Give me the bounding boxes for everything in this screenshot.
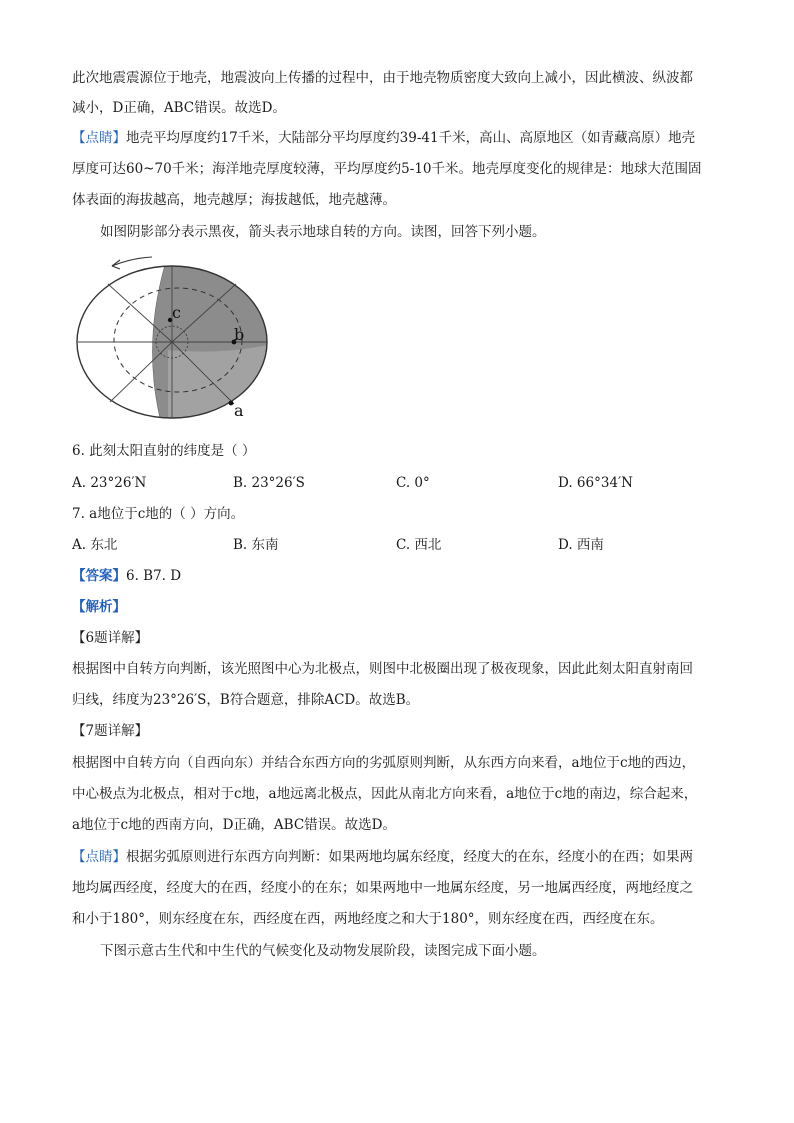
note-tag: 【点睛】 — [72, 849, 126, 865]
q7-option-d[interactable]: D. 西南 — [558, 537, 604, 553]
note-paragraph — [72, 847, 693, 867]
night-shading — [152, 250, 268, 418]
detail-6-heading: 【6题详解】 — [72, 630, 149, 646]
note-text: 根据劣弧原则进行东西方向判断：如果两地均属东经度，经度大的在东，经度小的在西；如果两 — [126, 849, 693, 865]
question-7-stem: 7. a地位于c地的（ ）方向。 — [72, 506, 245, 522]
analysis-line — [72, 597, 126, 617]
question-6-stem: 6. 此刻太阳直射的纬度是（ ） — [72, 443, 256, 459]
paragraph-line: a地位于c地的西南方向，D正确，ABC错误。故选D。 — [72, 817, 397, 833]
point-a — [229, 401, 234, 406]
earth-illumination-figure — [68, 250, 268, 420]
paragraph-line: 根据图中自转方向判断，该光照图中心为北极点，则图中北极圈出现了极夜现象，因此此刻太阳直射南回 — [72, 661, 693, 677]
answer-line — [72, 566, 181, 586]
label-b: b — [234, 325, 245, 344]
note-tag-close: 】 — [112, 130, 126, 146]
answer-tag: 【答案】 — [72, 568, 126, 584]
paragraph-line: 体表面的海拔越高，地壳越厚；海拔越低，地壳越薄。 — [72, 192, 396, 208]
paragraph-line: 和小于180°，则东经度在东，西经度在西，两地经度之和大于180°，则东经度在西，西经度在东。 — [72, 911, 664, 927]
question-stem: 如图阴影部分表示黑夜，箭头表示地球自转的方向。读图，回答下列小题。 — [100, 224, 546, 240]
answer-text: 6. B7. D — [126, 568, 182, 584]
label-c: c — [172, 303, 181, 322]
q7-option-c[interactable]: C. 西北 — [396, 537, 442, 553]
paragraph-line: 归线，纬度为23°26′S，B符合题意，排除ACD。故选B。 — [72, 692, 420, 708]
q7-option-a[interactable]: A. 东北 — [72, 537, 118, 553]
q6-option-d[interactable]: D. 66°34′N — [558, 475, 633, 491]
detail-7-heading: 【7题详解】 — [72, 723, 149, 739]
note-text: 地壳平均厚度约17千米，大陆部分平均厚度约39-41千米，高山、高原地区（如青藏高原）地壳 — [126, 130, 696, 146]
analysis-tag: 【解析】 — [72, 599, 126, 615]
q7-option-b[interactable]: B. 东南 — [233, 537, 279, 553]
paragraph-line: 地均属西经度，经度大的在西，经度小的在东；如果两地中一地属东经度，另一地属西经度，两地经度之 — [72, 880, 693, 896]
paragraph-line: 此次地震震源位于地壳，地震波向上传播的过程中，由于地壳物质密度大致向上减小，因此横波、纵波都 — [72, 70, 693, 86]
note-tag-open: 【 — [72, 130, 86, 146]
note-paragraph — [72, 128, 695, 148]
paragraph-line: 根据图中自转方向（自西向东）并结合东西方向的劣弧原则判断，从东西方向来看，a地位于c地的西边， — [72, 755, 696, 771]
note-tag: 点睛 — [85, 130, 113, 146]
q6-option-b[interactable]: B. 23°26′S — [233, 475, 305, 491]
q6-option-a[interactable]: A. 23°26′N — [72, 475, 147, 491]
paragraph-line: 减小，D正确，ABC错误。故选D。 — [72, 100, 286, 116]
paragraph-line: 厚度可达60~70千米；海洋地壳厚度较薄，平均厚度约5-10千米。地壳厚度变化的规律是：地球大范围固 — [72, 161, 702, 177]
q6-option-c[interactable]: C. 0° — [396, 475, 430, 491]
label-a: a — [234, 401, 244, 420]
paragraph-line: 中心极点为北极点，相对于c地，a地远离北极点，因此从南北方向来看，a地位于c地的南边，综合起来， — [72, 786, 698, 802]
next-question-stem: 下图示意古生代和中生代的气候变化及动物发展阶段，读图完成下面小题。 — [100, 943, 546, 959]
